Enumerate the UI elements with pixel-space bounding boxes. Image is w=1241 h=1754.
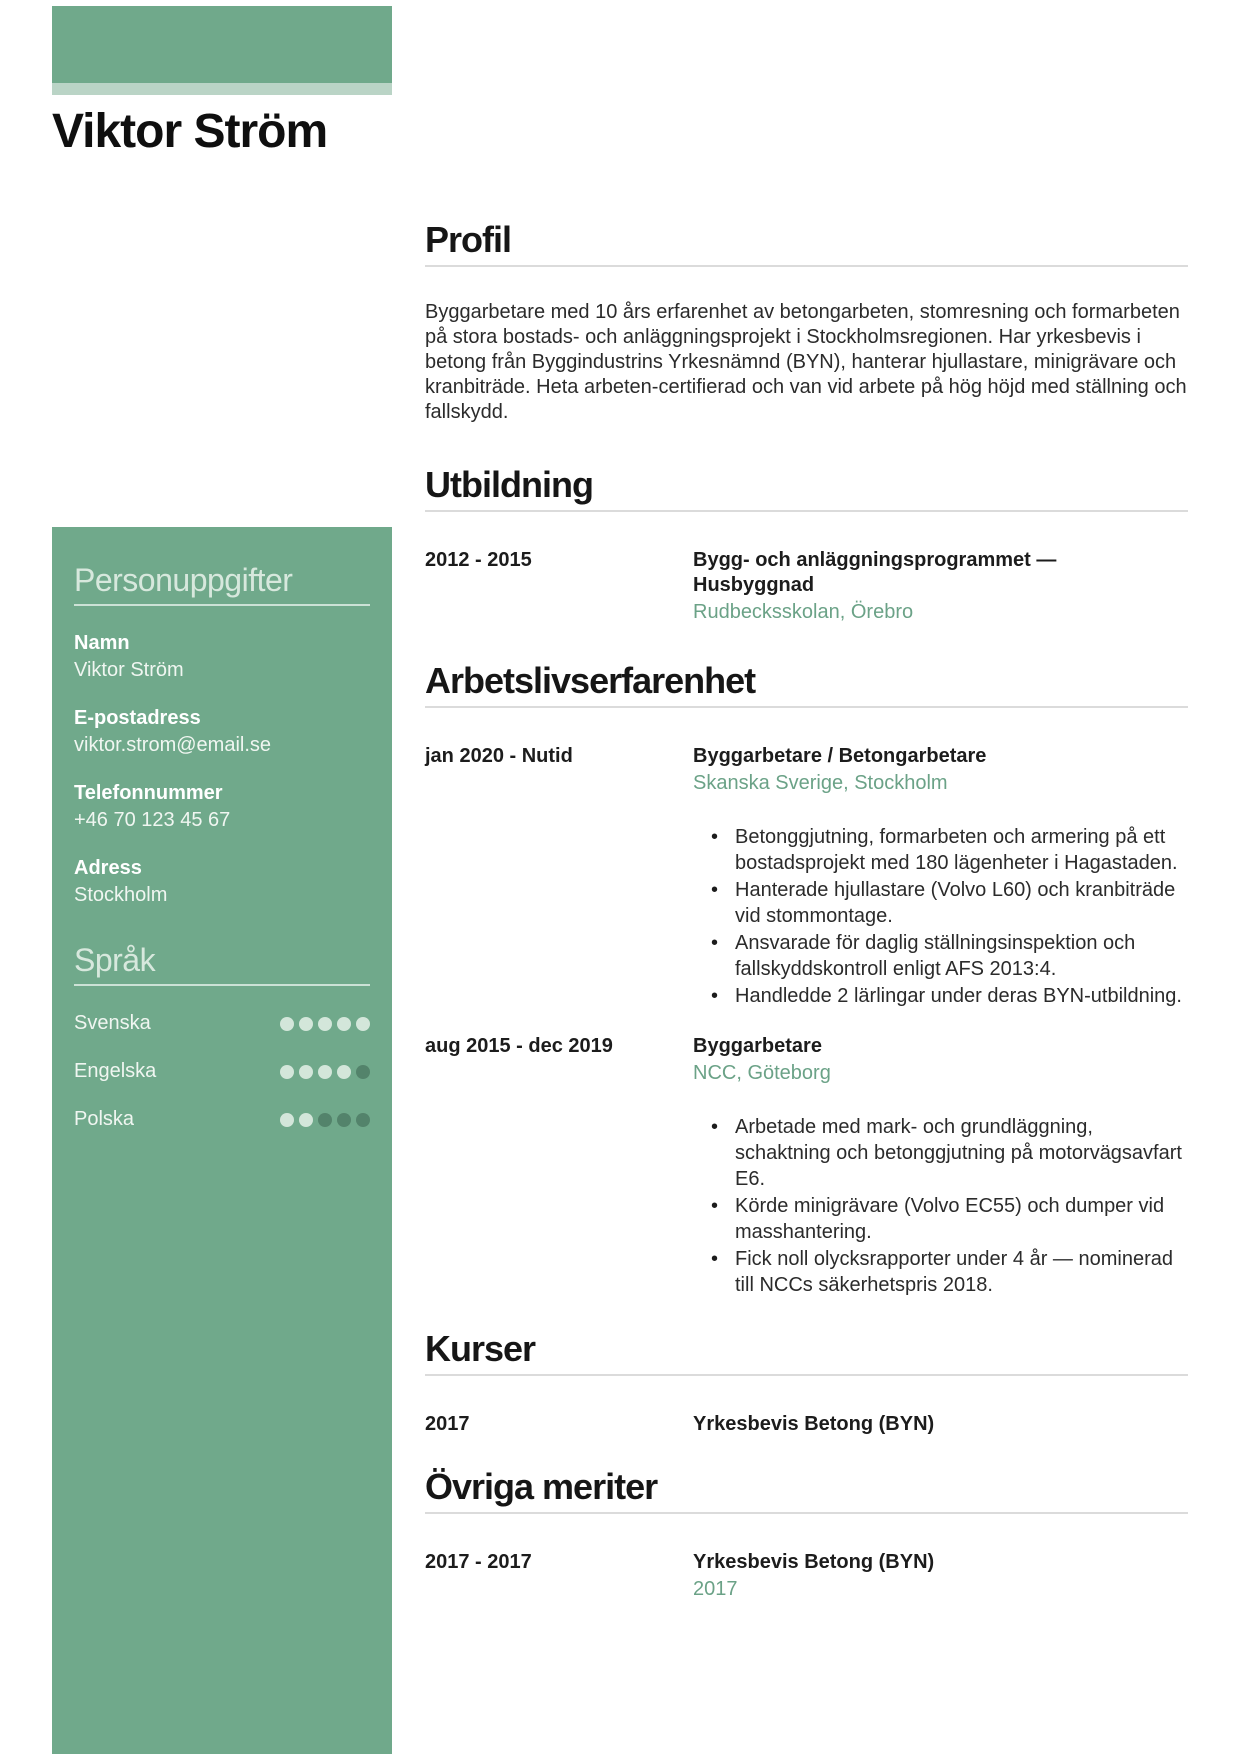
level-dot: [299, 1113, 313, 1127]
section-rule: [425, 1374, 1188, 1376]
bullet-item: • Körde minigrävare (Volvo EC55) och dumper vid masshantering.: [693, 1193, 1188, 1245]
bullet-item: • Handledde 2 lärlingar under deras BYN-utbildning.: [693, 983, 1188, 1009]
field-label: E-postadress: [74, 707, 201, 729]
language-row: [74, 1106, 370, 1133]
language-level-dots: [280, 1113, 370, 1127]
field-label: Telefonnummer: [74, 782, 223, 804]
level-dot: [299, 1065, 313, 1079]
entry-organization: Skanska Sverige, Stockholm: [693, 772, 948, 794]
sidebar-languages-heading: Språk: [74, 942, 156, 978]
entry-title: Yrkesbevis Betong (BYN): [693, 1551, 935, 1573]
bullet-item: • Fick noll olycksrapporter under 4 år — nominerad till NCCs säkerhetspris 2018.: [693, 1246, 1188, 1298]
field-value: +46 70 123 45 67: [74, 809, 231, 831]
section-title: Profil: [425, 219, 512, 260]
section-title: Övriga meriter: [425, 1466, 658, 1507]
page-title: Viktor Ström: [52, 105, 328, 158]
entry-period: 2017 - 2017: [425, 1551, 532, 1573]
level-dot: [337, 1017, 351, 1031]
level-dot: [337, 1065, 351, 1079]
entry-period: aug 2015 - dec 2019: [425, 1035, 613, 1057]
language-level-dots: [280, 1065, 370, 1079]
level-dot: [299, 1017, 313, 1031]
entry-body: [693, 548, 1188, 625]
level-dot: [337, 1113, 351, 1127]
section-rule: [425, 706, 1188, 708]
main-content: [425, 218, 1188, 1602]
section-other-merits: [425, 1465, 1188, 1602]
language-list: [74, 1010, 370, 1133]
level-dot: [318, 1017, 332, 1031]
sidebar-divider: [74, 984, 370, 986]
entry-period: 2012 - 2015: [425, 549, 532, 571]
bullet-item: • Arbetade med mark- och grundläggning, schaktning och betonggjutning på motorvägsavfart E6.: [693, 1114, 1188, 1192]
entry-organization: 2017: [693, 1578, 738, 1600]
language-row: [74, 1058, 370, 1085]
field-phone: [74, 780, 370, 834]
entry-title: Byggarbetare / Betongarbetare: [693, 745, 987, 767]
language-row: [74, 1010, 370, 1037]
field-email: [74, 705, 370, 759]
entry-body: [693, 1550, 1188, 1602]
section-courses: [425, 1327, 1188, 1437]
level-dot: [356, 1113, 370, 1127]
header-accent-strip: [52, 83, 392, 95]
sidebar: [52, 527, 392, 1754]
field-label: Adress: [74, 857, 142, 879]
personal-fields: [74, 630, 370, 909]
entry-title: Byggarbetare: [693, 1035, 822, 1057]
entry-organization: Rudbecksskolan, Örebro: [693, 601, 914, 623]
section-title: Kurser: [425, 1328, 536, 1369]
level-dot: [280, 1065, 294, 1079]
level-dot: [356, 1065, 370, 1079]
section-rule: [425, 510, 1188, 512]
field-value: Viktor Ström: [74, 659, 184, 681]
section-title: Arbetslivserfarenhet: [425, 660, 756, 701]
entry-body: [693, 1412, 1188, 1437]
section-title: Utbildning: [425, 464, 593, 505]
language-name: Polska: [74, 1108, 135, 1130]
course-entry: [425, 1412, 1188, 1437]
entry-body: [693, 1034, 1188, 1299]
language-level-dots: [280, 1017, 370, 1031]
language-name: Engelska: [74, 1060, 157, 1082]
sidebar-divider: [74, 604, 370, 606]
entry-period: 2017: [425, 1413, 470, 1435]
bullet-item: • Hanterade hjullastare (Volvo L60) och kranbiträde vid stommontage.: [693, 877, 1188, 929]
bullet-list: [693, 824, 1188, 1009]
bullet-item: • Ansvarade för daglig ställningsinspektion och fallskyddskontroll enligt AFS 2013:4.: [693, 930, 1188, 982]
bullet-item: • Betonggjutning, formarbeten och armering på ett bostadsprojekt med 180 lägenheter i Hagastaden.: [693, 824, 1188, 876]
field-label: Namn: [74, 632, 130, 654]
entry-organization: NCC, Göteborg: [693, 1062, 831, 1084]
section-education: [425, 463, 1188, 625]
level-dot: [280, 1017, 294, 1031]
education-entry: [425, 548, 1188, 625]
section-profile: [425, 218, 1188, 425]
section-rule: [425, 1512, 1188, 1514]
field-value: Stockholm: [74, 884, 168, 906]
header-accent-block: [52, 6, 392, 83]
profile-text: Byggarbetare med 10 års erfarenhet av betongarbeten, stomresning och formarbeten på stora bostads- och anläggningsprojekt i Stockholmsregionen. Har yrkesbevis i betong från Byggindustrins Yrkesnämnd (BYN), hanterar hjullastare, minigrävare och kranbiträde. Heta arbeten-certifierad och van vid arbete på hög höjd med ställning och fallskydd.: [425, 301, 1187, 423]
bullet-list: [693, 1114, 1188, 1298]
entry-title: Yrkesbevis Betong (BYN): [693, 1413, 935, 1435]
level-dot: [280, 1113, 294, 1127]
sidebar-personal-heading: Personuppgifter: [74, 562, 293, 598]
field-value: viktor.strom@email.se: [74, 734, 272, 756]
section-rule: [425, 265, 1188, 267]
level-dot: [318, 1113, 332, 1127]
experience-entry: [425, 744, 1188, 1010]
section-experience: [425, 659, 1188, 1299]
experience-entry: [425, 1034, 1188, 1299]
entry-body: [693, 744, 1188, 1010]
language-name: Svenska: [74, 1012, 151, 1034]
other-merit-entry: [425, 1550, 1188, 1602]
field-name: [74, 630, 370, 684]
level-dot: [318, 1065, 332, 1079]
entry-title: Bygg- och anläggningsprogrammet — Husbyggnad: [693, 549, 1057, 596]
level-dot: [356, 1017, 370, 1031]
field-address: [74, 855, 370, 909]
entry-period: jan 2020 - Nutid: [425, 745, 573, 767]
